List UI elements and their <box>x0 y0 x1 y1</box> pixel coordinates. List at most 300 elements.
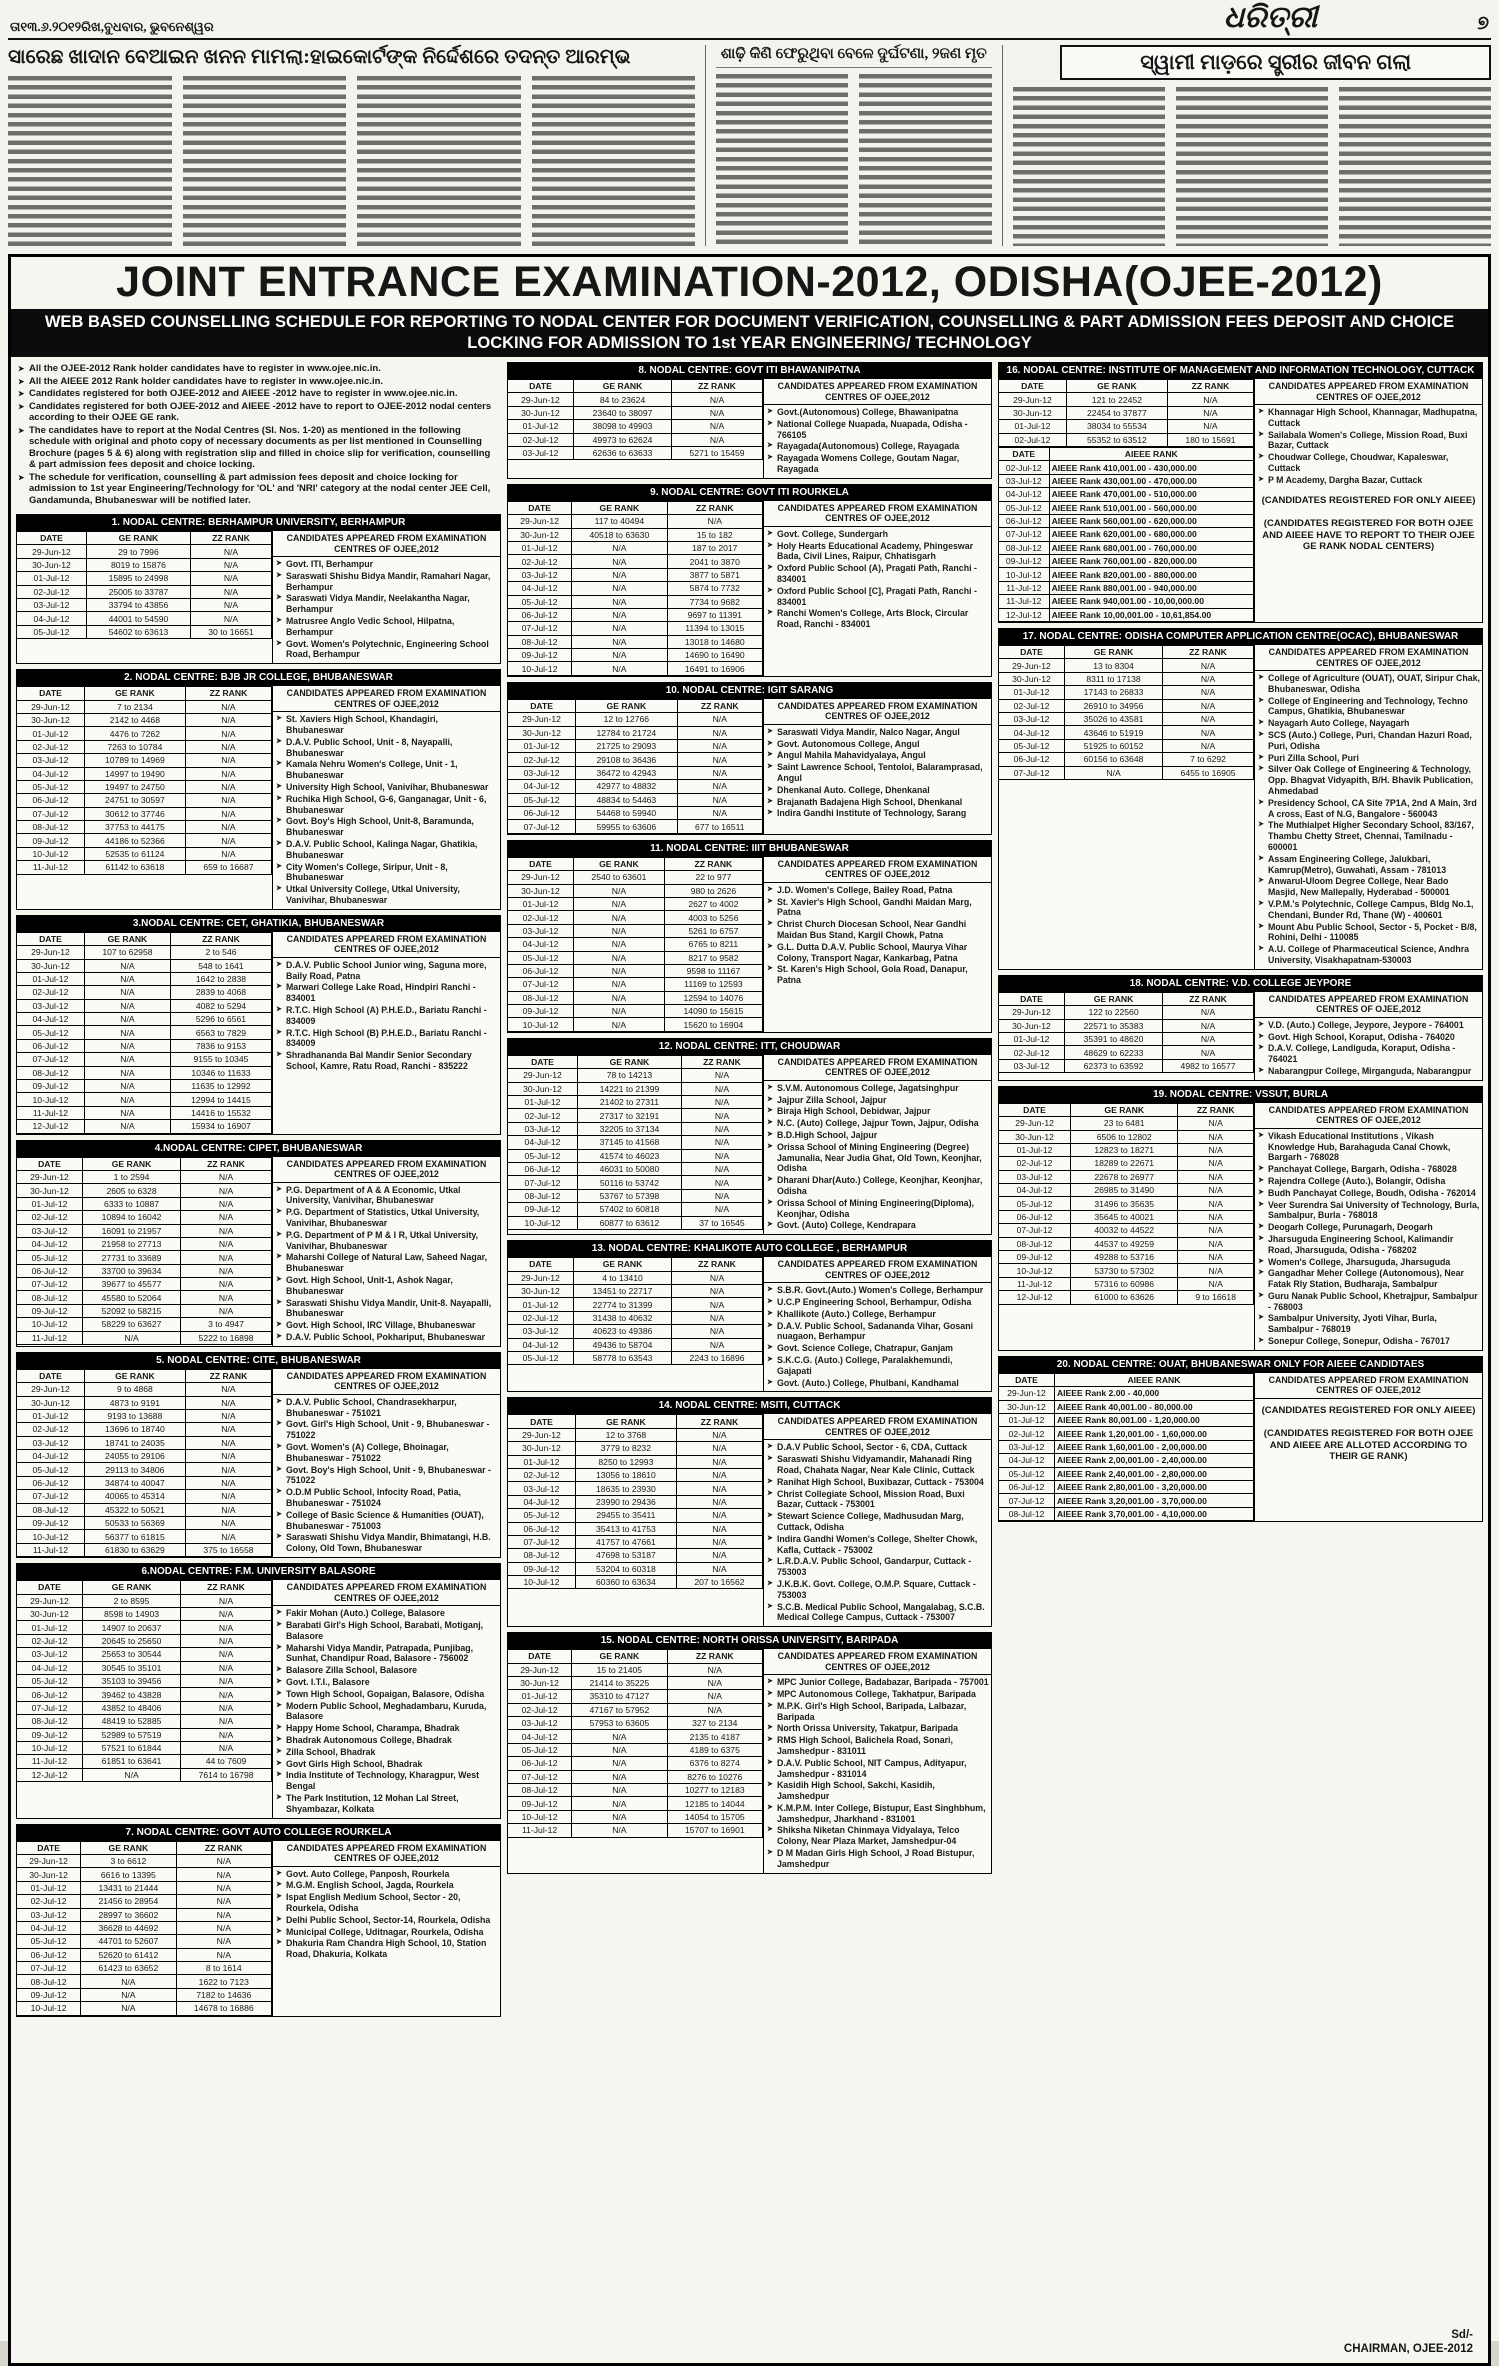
ge-rank-cell: N/A <box>573 897 664 910</box>
schedule-row <box>999 1427 1253 1440</box>
zz-rank-cell: 14690 to 16490 <box>667 649 762 662</box>
note-item: ➤ The schedule for verification, counselling & part admission fees deposit and choice locking for admission to 1st year Engineering/Technology for 'OL' and 'NRI' category at the nodal center JEE Cell, Gandamunda, Bhubaneswar will be notified later. <box>18 472 499 507</box>
nodal-section <box>16 1563 501 1818</box>
date-cell: 02-Jul-12 <box>999 461 1049 474</box>
zz-rank-cell: N/A <box>185 1450 271 1463</box>
column-header: DATE <box>17 532 86 545</box>
centres-header: CANDIDATES APPEARED FROM EXAMINATION CENTRES OF OJEE,2012 <box>273 1580 500 1606</box>
schedule-row <box>508 515 762 528</box>
centre-item: ➤ College of Basic Science & Humanities (OUAT), Bhubaneswar - 751003 <box>276 1510 498 1532</box>
nodal-section-body <box>508 1055 991 1234</box>
zz-rank-cell: 3877 to 5871 <box>667 568 762 581</box>
ge-rank-cell: N/A <box>81 1975 176 1988</box>
date-cell: 01-Jul-12 <box>508 1298 573 1311</box>
date-cell: 09-Jul-12 <box>17 1988 81 2001</box>
column-header: DATE <box>508 380 573 393</box>
schedule-row <box>17 1331 271 1344</box>
schedule-row <box>508 713 762 726</box>
schedule-row <box>17 1224 271 1237</box>
ge-rank-cell: 57402 to 60818 <box>577 1203 681 1216</box>
body-text-column <box>1339 87 1491 246</box>
body-text-column <box>859 74 991 246</box>
column-header: GE RANK <box>1066 380 1167 393</box>
date-cell: 10-Jul-12 <box>508 1576 575 1589</box>
centres-list <box>273 1867 500 1963</box>
zz-rank-cell: N/A <box>181 1237 272 1250</box>
nodal-section-body <box>508 1649 991 1873</box>
schedule-row <box>999 1157 1253 1170</box>
body-text-column <box>532 76 696 246</box>
date-cell: 03-Jul-12 <box>508 924 573 937</box>
ge-rank-cell: 26910 to 34956 <box>1064 699 1162 712</box>
zz-rank-cell: 6455 to 16905 <box>1163 766 1254 779</box>
zz-rank-cell: N/A <box>676 1522 762 1535</box>
schedule-row <box>17 1278 271 1291</box>
schedule-row <box>17 1251 271 1264</box>
date-cell: 05-Jul-12 <box>17 1026 84 1039</box>
centre-item: ➤ Ispat English Medium School, Sector - 20, Rourkela, Odisha <box>276 1892 498 1914</box>
column-header: GE RANK <box>573 380 671 393</box>
ge-rank-cell: 35391 to 48620 <box>1064 1032 1162 1045</box>
centre-item: ➤ Shiksha Niketan Chinmaya Vidyalaya, Telco Colony, Near Plaza Market, Jamshedpur-04 <box>767 1825 989 1847</box>
schedule-row <box>17 999 271 1012</box>
ge-rank-cell: 12 to 3768 <box>575 1428 676 1441</box>
date-cell: 03-Jul-12 <box>999 1440 1054 1453</box>
schedule-row <box>508 1096 762 1109</box>
column-header: DATE <box>999 646 1064 659</box>
centres-pane <box>273 1580 500 1817</box>
schedule-row <box>508 595 762 608</box>
zz-rank-cell: N/A <box>1178 1264 1254 1277</box>
schedule-row <box>999 555 1253 568</box>
ge-rank-cell: 12784 to 21724 <box>576 726 677 739</box>
ge-rank-cell: 50116 to 53742 <box>577 1176 681 1189</box>
signature <box>998 2324 1483 2358</box>
schedule-row <box>17 713 271 726</box>
schedule-row <box>508 897 762 910</box>
ge-rank-cell: 58778 to 63543 <box>573 1351 671 1364</box>
schedule-row <box>508 911 762 924</box>
schedule-row <box>999 1507 1253 1520</box>
column-header: GE RANK <box>84 687 185 700</box>
zz-rank-cell: N/A <box>176 1881 271 1894</box>
date-cell: 03-Jul-12 <box>17 1908 81 1921</box>
note-item: ➤ All the OJEE-2012 Rank holder candidates have to register in www.ojee.nic.in. <box>18 363 499 375</box>
zz-rank-cell: 7182 to 14636 <box>176 1988 271 2001</box>
schedule-pane <box>17 1580 273 1817</box>
schedule-row <box>999 1387 1253 1400</box>
ge-rank-cell: 38098 to 49903 <box>573 420 671 433</box>
ge-rank-cell: N/A <box>81 1988 176 2001</box>
column-header: DATE <box>17 932 84 945</box>
centres-list <box>764 1675 991 1873</box>
zz-rank-cell: N/A <box>176 1908 271 1921</box>
date-cell: 02-Jul-12 <box>508 555 572 568</box>
date-cell: 11-Jul-12 <box>17 861 84 874</box>
column-header: GE RANK <box>573 1258 671 1271</box>
centre-item: ➤ Govt. (Auto.) College, Phulbani, Kandhamal <box>767 1378 989 1389</box>
date-cell: 10-Jul-12 <box>17 1741 82 1754</box>
date-cell: 08-Jul-12 <box>508 1549 575 1562</box>
schedule-table <box>999 1373 1254 1521</box>
date-cell: 06-Jul-12 <box>17 1476 84 1489</box>
ge-rank-cell: N/A <box>84 1053 170 1066</box>
centre-item: ➤ M.G.M. English School, Jagda, Rourkela <box>276 1880 498 1891</box>
centre-item: ➤ Municipal College, Uditnagar, Rourkela, Odisha <box>276 1927 498 1938</box>
ge-rank-cell: 44001 to 54590 <box>86 612 190 625</box>
note-item: ➤ The candidates have to report at the Nodal Centres (Sl. Nos. 1-20) as mentioned in the following schedule with original and photo copy of necessary documents as per list mentioned in Counselling Brochure (pages 5 & 6) along with registration slip and filled in choice slip for verification, counselling & part admission fees deposit and choice locking. <box>18 425 499 471</box>
zz-rank-cell: N/A <box>676 1535 762 1548</box>
zz-rank-cell: N/A <box>176 1948 271 1961</box>
date-cell: 29-Jun-12 <box>999 659 1064 672</box>
zz-rank-cell: 1622 to 7123 <box>176 1975 271 1988</box>
centre-item: ➤ Saint Lawrence School, Tentoloi, Balaramprasad, Angul <box>767 762 989 784</box>
schedule-row <box>999 712 1253 725</box>
centre-item: ➤ Bhadrak Autonomous College, Bhadrak <box>276 1735 498 1746</box>
zz-rank-cell: 7734 to 9682 <box>667 595 762 608</box>
nodal-section-body <box>17 1369 500 1557</box>
date-cell: 10-Jul-12 <box>999 568 1049 581</box>
schedule-row <box>508 568 762 581</box>
centre-item: ➤ Saraswati Shishu Vidya Mandir, Bhimatangi, H.B. Colony, Old Town, Bhubaneswar <box>276 1532 498 1554</box>
schedule-row <box>17 1517 271 1530</box>
date-cell: 30-Jun-12 <box>508 1442 575 1455</box>
ge-rank-cell: 9193 to 13688 <box>84 1409 185 1422</box>
schedule-pane <box>17 1841 273 2016</box>
column-header: ZZ RANK <box>676 1415 762 1428</box>
date-cell: 06-Jul-12 <box>17 794 84 807</box>
date-cell: 11-Jul-12 <box>999 595 1049 608</box>
centre-item: ➤ RMS High School, Balichela Road, Sonari, Jamshedpur - 831011 <box>767 1735 989 1757</box>
centre-item: ➤ N.C. (Auto) College, Jajpur Town, Jajpur, Odisha <box>767 1118 989 1129</box>
body-text-column <box>183 76 347 246</box>
zz-rank-cell: N/A <box>1163 686 1254 699</box>
centre-item: ➤ S.B.R. Govt.(Auto.) Women's College, Berhampur <box>767 1285 989 1296</box>
date-cell: 04-Jul-12 <box>999 1454 1054 1467</box>
body-text-column <box>357 76 521 246</box>
column-header: GE RANK <box>575 1415 676 1428</box>
schedule-row <box>17 700 271 713</box>
date-cell: 01-Jul-12 <box>999 686 1064 699</box>
column-header: DATE <box>508 699 576 712</box>
page-number: ୭ <box>1477 13 1489 34</box>
column-header: GE RANK <box>86 532 190 545</box>
zz-rank-cell: N/A <box>672 1311 763 1324</box>
ge-rank-cell: 57521 to 61844 <box>82 1741 180 1754</box>
date-cell: 06-Jul-12 <box>508 1162 577 1175</box>
ge-rank-cell: 21958 to 27713 <box>82 1237 180 1250</box>
aieee-note: (CANDIDATES REGISTERED FOR BOTH OJEE AND AIEEE ARE ALLOTED ACCORDING TO THEIR GE RANK) <box>1263 1428 1474 1463</box>
column-header: ZZ RANK <box>190 532 271 545</box>
schedule-header-row <box>508 857 762 870</box>
schedule-row <box>17 754 271 767</box>
zz-rank-cell: 659 to 16687 <box>185 861 271 874</box>
ge-rank-cell: 21402 to 27311 <box>577 1096 681 1109</box>
ge-rank-cell: 51925 to 60152 <box>1064 739 1162 752</box>
centre-item: ➤ V.D. (Auto.) College, Jeypore, Jeypore - 764001 <box>1258 1020 1480 1031</box>
schedule-row <box>508 1109 762 1122</box>
ge-rank-cell: 45322 to 50521 <box>84 1503 185 1516</box>
zz-rank-cell: 3 to 4947 <box>181 1318 272 1331</box>
schedule-row <box>508 1136 762 1149</box>
date-cell: 09-Jul-12 <box>17 1304 82 1317</box>
zz-rank-cell: N/A <box>681 1149 762 1162</box>
aieee-rank-cell: AIEEE Rank 680,001.00 - 760,000.00 <box>1049 541 1253 554</box>
zz-rank-cell: 22 to 977 <box>664 871 762 884</box>
centre-item: ➤ Govt. Science College, Chatrapur, Ganjam <box>767 1343 989 1354</box>
schedule-table <box>508 1055 763 1230</box>
schedule-row <box>508 740 762 753</box>
schedule-table <box>17 531 272 639</box>
nodal-section <box>998 1356 1483 1522</box>
centre-item: ➤ S.C.B. Medical Public School, Mangalabag, S.C.B. Medical College Campus, Cuttack - 753007 <box>767 1602 989 1624</box>
aieee-note: (CANDIDATES REGISTERED FOR ONLY AIEEE) <box>1261 1404 1476 1416</box>
signature-chairman: CHAIRMAN, OJEE-2012 <box>1343 2343 1473 2355</box>
nodal-section-body <box>508 379 991 478</box>
schedule-row <box>508 1784 762 1797</box>
schedule-header-row <box>17 687 271 700</box>
date-cell: 08-Jul-12 <box>17 1975 81 1988</box>
zz-rank-cell: 6376 to 8274 <box>667 1757 762 1770</box>
schedule-row <box>999 433 1253 446</box>
date-cell: 30-Jun-12 <box>508 1082 577 1095</box>
zz-rank-cell: N/A <box>176 1935 271 1948</box>
date-cell: 30-Jun-12 <box>17 1396 84 1409</box>
schedule-row <box>508 1810 762 1823</box>
schedule-row <box>999 461 1253 474</box>
ge-rank-cell: 46031 to 50080 <box>577 1162 681 1175</box>
centre-item: ➤ Town High School, Gopaigan, Balasore, Odisha <box>276 1689 498 1700</box>
schedule-row <box>17 1436 271 1449</box>
schedule-row <box>999 1251 1253 1264</box>
zz-rank-cell: N/A <box>185 727 271 740</box>
zz-rank-cell: N/A <box>672 1325 763 1338</box>
column-header: DATE <box>17 1841 81 1854</box>
zz-rank-cell: N/A <box>181 1607 272 1620</box>
date-cell: 10-Jul-12 <box>17 2002 81 2015</box>
centres-pane <box>764 857 991 1032</box>
ge-rank-cell: 35026 to 43581 <box>1064 712 1162 725</box>
zz-rank-cell: N/A <box>677 806 762 819</box>
ge-rank-cell: 43646 to 51919 <box>1064 726 1162 739</box>
schedule-row <box>508 1535 762 1548</box>
zz-rank-cell: N/A <box>185 1423 271 1436</box>
zz-rank-cell: 44 to 7609 <box>181 1755 272 1768</box>
date-cell: 30-Jun-12 <box>999 1400 1054 1413</box>
date-cell: 05-Jul-12 <box>508 1149 577 1162</box>
centre-item: ➤ U.C.P Engineering School, Berhampur, Odisha <box>767 1297 989 1308</box>
schedule-row <box>999 393 1253 406</box>
nodal-section <box>507 1240 992 1392</box>
ge-rank-cell: 18635 to 23930 <box>575 1482 676 1495</box>
schedule-row <box>17 1237 271 1250</box>
date-cell: 07-Jul-12 <box>508 1176 577 1189</box>
date-cell: 10-Jul-12 <box>508 1216 577 1229</box>
date-cell: 01-Jul-12 <box>999 420 1066 433</box>
schedule-row <box>999 766 1253 779</box>
zz-rank-cell: N/A <box>1163 1019 1254 1032</box>
centres-pane <box>764 501 991 676</box>
article-headline: ଶାଢ଼ି କିଣି ଫେରୁଥିବା ବେଳେ ଦୁର୍ଘଟଣା, ୨ଜଣ ମୃତ <box>716 45 992 68</box>
centres-pane <box>1255 992 1482 1080</box>
centre-item: ➤ Ranihat High School, Buxibazar, Cuttack - 753004 <box>767 1477 989 1488</box>
ge-rank-cell: 60156 to 63648 <box>1064 753 1162 766</box>
zz-rank-cell: N/A <box>181 1278 272 1291</box>
schedule-row <box>508 1176 762 1189</box>
centres-list <box>764 527 991 633</box>
date-cell: 06-Jul-12 <box>999 1481 1054 1494</box>
ge-rank-cell: 13696 to 18740 <box>84 1423 185 1436</box>
ge-rank-cell: N/A <box>84 959 170 972</box>
article-mining-case <box>8 45 705 246</box>
zz-rank-cell: N/A <box>672 433 763 446</box>
ge-rank-cell: 34874 to 40047 <box>84 1476 185 1489</box>
date-cell: 30-Jun-12 <box>508 726 576 739</box>
aieee-rank-cell: AIEEE Rank 3,20,001.00 - 3,70,000.00 <box>1054 1494 1253 1507</box>
centre-item: ➤ Dhakuria Ram Chandra High School, 10, Station Road, Dhakuria, Kolkata <box>276 1938 498 1960</box>
ge-rank-cell: 38034 to 55534 <box>1066 420 1167 433</box>
date-cell: 03-Jul-12 <box>17 1648 82 1661</box>
nodal-section-body <box>508 857 991 1032</box>
schedule-row <box>17 1066 271 1079</box>
zz-rank-cell: N/A <box>181 1621 272 1634</box>
ge-rank-cell: 13451 to 22717 <box>573 1284 671 1297</box>
schedule-row <box>508 1284 762 1297</box>
schedule-row <box>17 1854 271 1867</box>
nodal-section <box>507 840 992 1033</box>
zz-rank-cell: 14416 to 15532 <box>170 1106 271 1119</box>
centres-pane <box>273 686 500 909</box>
schedule-row <box>999 568 1253 581</box>
schedule-row <box>508 541 762 554</box>
schedule-row <box>17 585 271 598</box>
centre-item: ➤ Govt. (Auto) College, Kendrapara <box>767 1220 989 1231</box>
zz-rank-cell: N/A <box>1163 699 1254 712</box>
aieee-rank-cell: AIEEE Rank 430,001.00 - 470,000.00 <box>1049 474 1253 487</box>
nodal-section-header: 8. NODAL CENTRE: GOVT ITI BHAWANIPATNA <box>508 363 991 379</box>
schedule-row <box>508 1824 762 1837</box>
nodal-section-header: 18. NODAL CENTRE: V.D. COLLEGE JEYPORE <box>999 976 1482 992</box>
date-cell: 01-Jul-12 <box>508 897 573 910</box>
schedule-row <box>17 1962 271 1975</box>
centre-item: ➤ Khallikote (Auto.) College, Berhampur <box>767 1309 989 1320</box>
ge-rank-cell: 62636 to 63633 <box>573 446 671 459</box>
date-cell: 04-Jul-12 <box>17 612 86 625</box>
column-header: GE RANK <box>572 501 667 514</box>
schedule-row <box>508 1562 762 1575</box>
centre-item: ➤ City Women's College, Siripur, Unit - 8, Bhubaneswar <box>276 862 498 884</box>
ge-rank-cell: N/A <box>84 986 170 999</box>
nodal-section-header: 19. NODAL CENTRE: VSSUT, BURLA <box>999 1087 1482 1103</box>
schedule-row <box>17 1170 271 1183</box>
date-cell: 30-Jun-12 <box>17 1184 82 1197</box>
ge-rank-cell: 52989 to 57519 <box>82 1728 180 1741</box>
schedule-header-row <box>508 1055 762 1068</box>
nodal-section-body <box>17 1841 500 2016</box>
schedule-row <box>508 884 762 897</box>
column-header: GE RANK <box>82 1581 180 1594</box>
date-cell: 05-Jul-12 <box>17 625 86 638</box>
centre-item: ➤ K.M.P.M. Inter College, Bistupur, East Singhbhum, Jamshedpur, Jharkhand - 831001 <box>767 1803 989 1825</box>
centre-item: ➤ B.D.High School, Jajpur <box>767 1130 989 1141</box>
schedule-pane <box>17 686 273 909</box>
date-cell: 05-Jul-12 <box>508 1743 572 1756</box>
article-body <box>716 74 992 246</box>
schedule-row <box>17 1463 271 1476</box>
centre-item: ➤ Saraswati Vidya Mandir, Nalco Nagar, Angul <box>767 727 989 738</box>
zz-rank-cell: N/A <box>181 1674 272 1687</box>
centres-pane <box>764 1055 991 1234</box>
schedule-table <box>508 501 763 676</box>
date-cell: 03-Jul-12 <box>508 1482 575 1495</box>
date-cell: 06-Jul-12 <box>17 1948 81 1961</box>
centres-header: CANDIDATES APPEARED FROM EXAMINATION CENTRES OF OJEE,2012 <box>764 501 991 527</box>
centre-item: ➤ Govt Girls High School, Bhadrak <box>276 1759 498 1770</box>
schedule-table <box>17 1841 272 2016</box>
centre-item: ➤ The Park Institution, 12 Mohan Lal Street, Shyambazar, Kolkata <box>276 1793 498 1815</box>
schedule-row <box>17 1594 271 1607</box>
date-cell: 02-Jul-12 <box>17 740 84 753</box>
ge-rank-cell: 43852 to 48406 <box>82 1701 180 1714</box>
date-cell: 11-Jul-12 <box>17 1755 82 1768</box>
schedule-row <box>508 393 762 406</box>
schedule-row <box>17 2002 271 2015</box>
column-header: ZZ RANK <box>672 1258 763 1271</box>
schedule-row <box>999 753 1253 766</box>
ad-title: JOINT ENTRANCE EXAMINATION-2012, ODISHA(OJEE-2012) <box>116 258 1383 306</box>
date-cell: 05-Jul-12 <box>999 1467 1054 1480</box>
schedule-row <box>508 726 762 739</box>
date-cell: 04-Jul-12 <box>508 1495 575 1508</box>
ge-rank-cell: 47167 to 57952 <box>572 1703 667 1716</box>
date-cell: 09-Jul-12 <box>17 1728 82 1741</box>
centre-item: ➤ Deogarh College, Purunagarh, Deogarh <box>1258 1222 1480 1233</box>
schedule-table <box>17 1369 272 1557</box>
ge-rank-cell: 32205 to 37134 <box>577 1122 681 1135</box>
ge-rank-cell: N/A <box>572 541 667 554</box>
aieee-rank-cell: AIEEE Rank 40,001.00 - 80,000.00 <box>1054 1400 1253 1413</box>
centres-list <box>764 725 991 822</box>
nodal-section <box>16 514 501 664</box>
zz-rank-cell: N/A <box>676 1442 762 1455</box>
centre-item: ➤ Saraswati Shishu Bidya Mandir, Ramahari Nagar, Berhampur <box>276 571 498 593</box>
ge-rank-cell: 61142 to 63618 <box>84 861 185 874</box>
ge-rank-cell: N/A <box>573 938 664 951</box>
zz-rank-cell: N/A <box>681 1122 762 1135</box>
centre-item: ➤ Matrusree Anglo Vedic School, Hilpatna, Berhampur <box>276 616 498 638</box>
schedule-row <box>508 1189 762 1202</box>
date-cell: 30-Jun-12 <box>999 1019 1064 1032</box>
date-cell: 10-Jul-12 <box>508 1810 572 1823</box>
zz-rank-cell: N/A <box>190 572 271 585</box>
date-cell: 01-Jul-12 <box>999 1032 1064 1045</box>
centres-pane <box>764 379 991 478</box>
ge-rank-cell: 59955 to 63606 <box>576 820 677 833</box>
zz-rank-cell: 37 to 16545 <box>681 1216 762 1229</box>
centres-header: CANDIDATES APPEARED FROM EXAMINATION CENTRES OF OJEE,2012 <box>273 1157 500 1183</box>
zz-rank-cell: N/A <box>181 1224 272 1237</box>
aieee-rank-cell: AIEEE Rank 2,80,001.00 - 3,20,000.00 <box>1054 1481 1253 1494</box>
date-cell: 29-Jun-12 <box>508 1428 575 1441</box>
date-cell: 07-Jul-12 <box>999 528 1049 541</box>
date-cell: 07-Jul-12 <box>508 1770 572 1783</box>
centre-item: ➤ P.G. Department of Statistics, Utkal University, Vanivihar, Bhubaneswar <box>276 1207 498 1229</box>
schedule-header-row <box>999 1373 1253 1386</box>
schedule-row <box>17 1728 271 1741</box>
date-cell: 10-Jul-12 <box>508 662 572 675</box>
centres-pane <box>764 699 991 834</box>
date-cell: 07-Jul-12 <box>999 1224 1071 1237</box>
